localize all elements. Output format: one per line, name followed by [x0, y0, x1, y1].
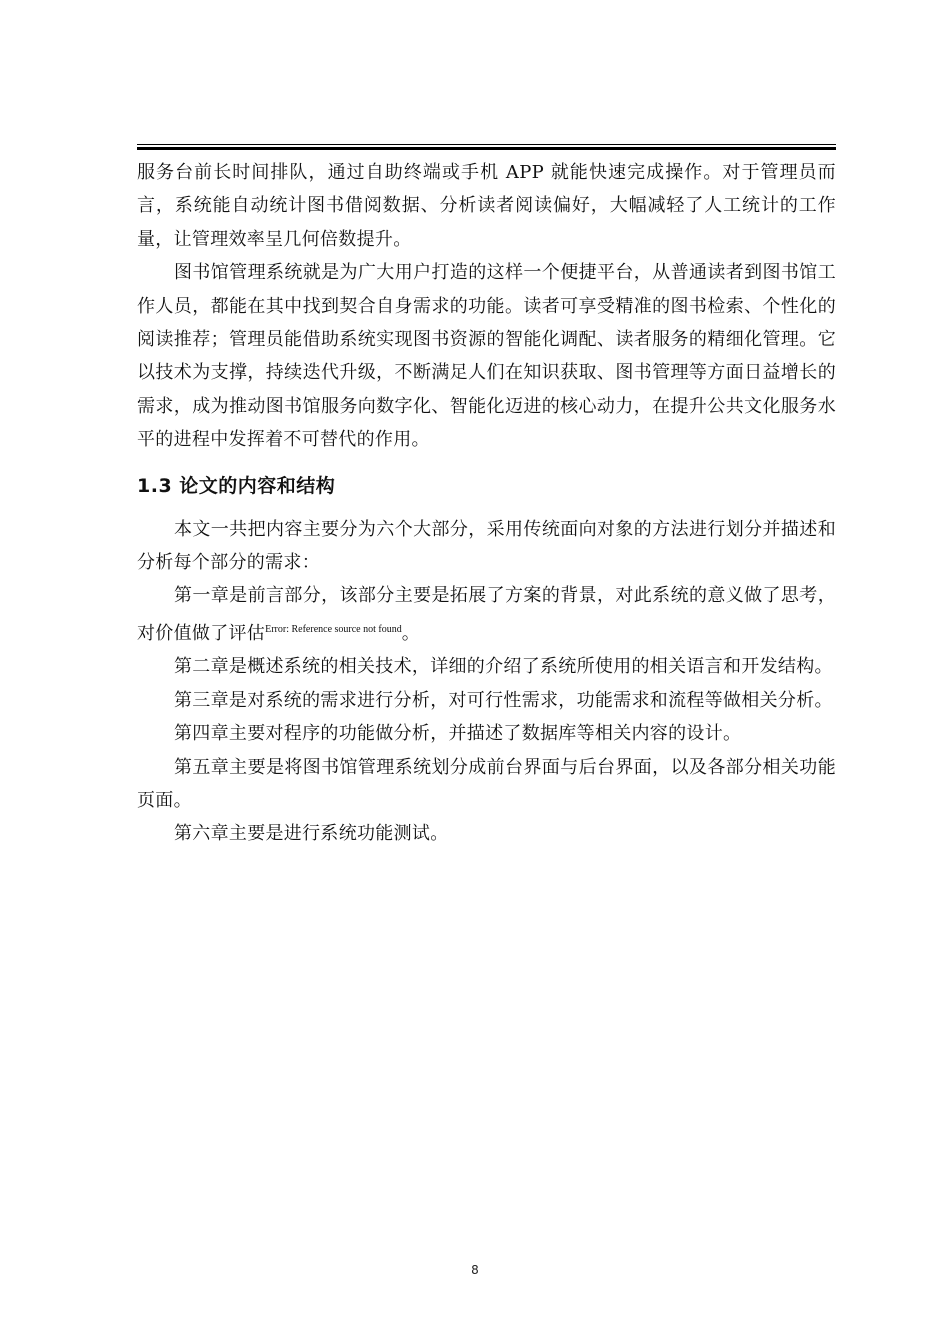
paragraph-chapter-5: 第五章主要是将图书馆管理系统划分成前台界面与后台界面，以及各部分相关功能页面。 — [137, 756, 836, 811]
paragraph-continued: 服务台前长时间排队，通过自助终端或手机 APP 就能快速完成操作。对于管理员而言，系统能自动统计图书借阅数据、分析读者阅读偏好，大幅减轻了人工统计的工作量，让管理效率呈几何倍数提升。 — [137, 162, 836, 250]
reference-error: Error: Reference source not found — [265, 623, 402, 635]
paragraph-chapter-6: 第六章主要是进行系统功能测试。 — [174, 823, 449, 845]
chapter-1-end: 。 — [401, 622, 421, 644]
page-body — [137, 156, 836, 851]
paragraph-chapter-4: 第四章主要对程序的功能做分析，并描述了数据库等相关内容的设计。 — [174, 723, 742, 745]
section-heading: 1.3 论文的内容和结构 — [137, 474, 336, 497]
header-rule-thick — [137, 147, 836, 150]
paragraph-chapter-1 — [137, 579, 836, 650]
page-number: 8 — [471, 1263, 479, 1277]
paragraph-chapter-3: 第三章是对系统的需求进行分析，对可行性需求，功能需求和流程等做相关分析。 — [174, 689, 833, 711]
paragraph-chapter-2: 第二章是概述系统的相关技术，详细的介绍了系统所使用的相关语言和开发结构。 — [174, 656, 833, 678]
header-rule-thin — [137, 144, 836, 145]
paragraph-structure-intro: 本文一共把内容主要分为六个大部分，采用传统面向对象的方法进行划分并描述和分析每个部分的需求： — [137, 518, 836, 574]
paragraph-system-overview: 图书馆管理系统就是为广大用户打造的这样一个便捷平台，从普通读者到图书馆工作人员，都能在其中找到契合自身需求的功能。读者可享受精准的图书检索、个性化的阅读推荐；管理员能借助系统实现图书资源的智能化调配、读者服务的精细化管理。它以技术为支撑，持续迭代升级，不断满足人们在知识获取、图书管理等方面日益增长的需求，成为推动图书馆服务向数字化、智能化迈进的核心动力，在提升公共文化服务水平的进程中发挥着不可替代的作用。 — [137, 262, 836, 451]
chapter-1-text: 第一章是前言部分，该部分主要是拓展了方案的背景，对此系统的意义做了思考，对价值做了评估 — [137, 585, 836, 644]
